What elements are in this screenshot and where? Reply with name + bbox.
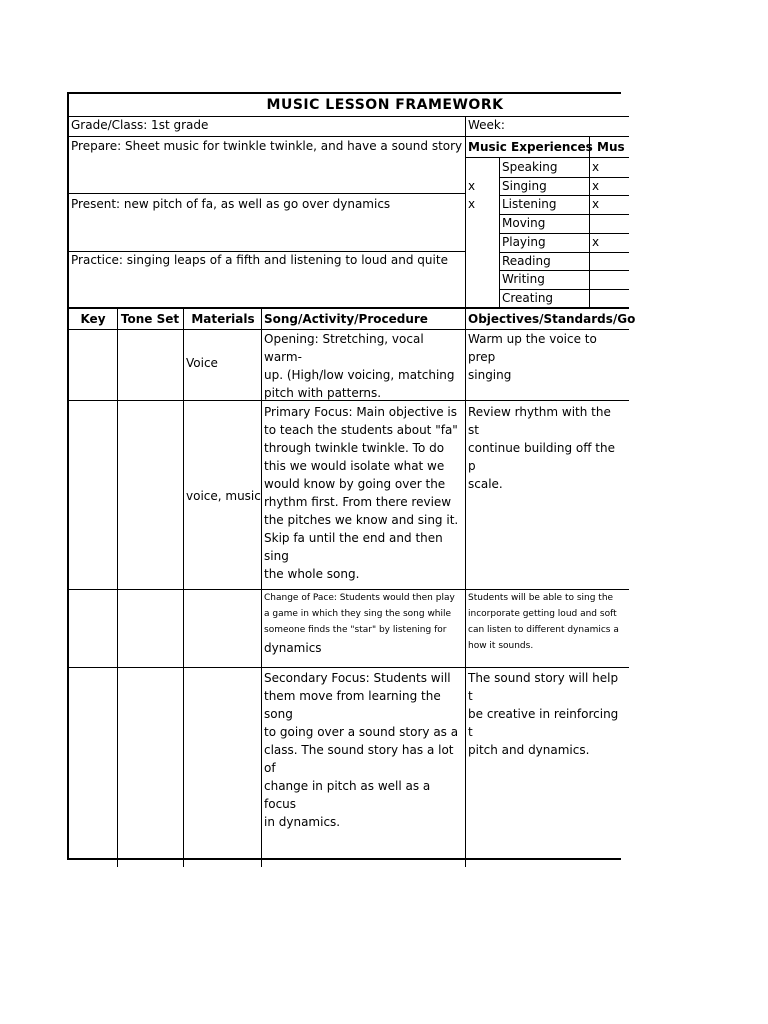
experience-left-mark bbox=[466, 289, 498, 308]
experience-left-mark bbox=[466, 252, 498, 271]
music-column-header-cut: Mus bbox=[597, 140, 625, 154]
prepare-text: Prepare: Sheet music for twinkle twinkle, and have a sound story bbox=[71, 139, 463, 153]
practice-text: Practice: singing leaps of a fifth and listening to loud and quite bbox=[71, 253, 448, 267]
row-1-materials: Voice bbox=[186, 356, 218, 370]
row-4-procedure: Secondary Focus: Students will them move from learning the song to going over a sound story as a class. The sound story has a lot of change in pitch as well as a focus in dynamics. bbox=[264, 671, 459, 829]
column-materials: Materials bbox=[191, 312, 255, 326]
experience-left-mark bbox=[466, 233, 498, 252]
experience-left-mark bbox=[466, 158, 498, 177]
row-1-procedure: Opening: Stretching, vocal warm- up. (High/low voicing, matching pitch with patterns. bbox=[264, 332, 455, 400]
week-label: Week: bbox=[468, 118, 505, 132]
column-objectives: Objectives/Standards/Go bbox=[468, 312, 636, 326]
row-1-objectives: Warm up the voice to prep singing bbox=[468, 332, 597, 382]
experience-right-mark: x bbox=[592, 160, 600, 174]
row-2-procedure: Primary Focus: Main objective is to teach the students about "fa" through twinkle twinkle. To do this we would isolate what we would know by going over the rhythm first. From there review the pitches we know and sing it. Skip fa until the end and then sing the whole song. bbox=[264, 405, 459, 581]
row-2-materials: voice, music bbox=[186, 489, 261, 503]
row-3-objectives: Students will be able to sing the incorporate getting loud and soft can listen to different dynamics a how it sounds. bbox=[468, 593, 619, 651]
experience-label: Moving bbox=[502, 216, 546, 231]
experience-left-mark: x bbox=[468, 197, 476, 212]
experience-right-mark bbox=[590, 289, 626, 308]
column-procedure: Song/Activity/Procedure bbox=[264, 312, 428, 326]
experience-left-mark bbox=[466, 214, 498, 233]
column-tone-set: Tone Set bbox=[120, 312, 180, 326]
experience-right-mark bbox=[590, 270, 626, 289]
experience-label: Speaking bbox=[502, 160, 558, 174]
experience-label: Listening bbox=[502, 197, 557, 212]
present-text: Present: new pitch of fa, as well as go over dynamics bbox=[71, 197, 391, 211]
experience-label: Singing bbox=[502, 178, 547, 193]
experience-label: Reading bbox=[502, 253, 551, 268]
experience-right-mark bbox=[590, 214, 626, 233]
experience-label: Writing bbox=[502, 272, 545, 287]
row-3-procedure: Change of Pace: Students would then play a game in which they sing the song while someone finds the "star" by listening for bbox=[264, 593, 455, 635]
grade-class-label: Grade/Class: 1st grade bbox=[71, 118, 209, 132]
experience-label: Creating bbox=[502, 290, 554, 305]
framework-table bbox=[67, 92, 636, 860]
music-experiences-header: Music Experiences bbox=[468, 140, 593, 154]
experience-left-mark bbox=[466, 270, 498, 289]
experience-label: Playing bbox=[502, 234, 546, 249]
column-key: Key bbox=[80, 312, 106, 326]
row-3-procedure-tail: dynamics bbox=[264, 641, 322, 655]
experience-left-mark: x bbox=[468, 178, 476, 193]
row-4-objectives: The sound story will help t be creative in reinforcing t pitch and dynamics. bbox=[468, 671, 619, 757]
experience-right-mark bbox=[590, 252, 626, 271]
experience-right-mark: x bbox=[592, 197, 600, 212]
row-2-objectives: Review rhythm with the st continue building off the p scale. bbox=[468, 405, 615, 491]
page-title: MUSIC LESSON FRAMEWORK bbox=[266, 97, 504, 113]
experience-right-mark: x bbox=[592, 234, 600, 249]
experience-right-mark: x bbox=[592, 178, 600, 193]
